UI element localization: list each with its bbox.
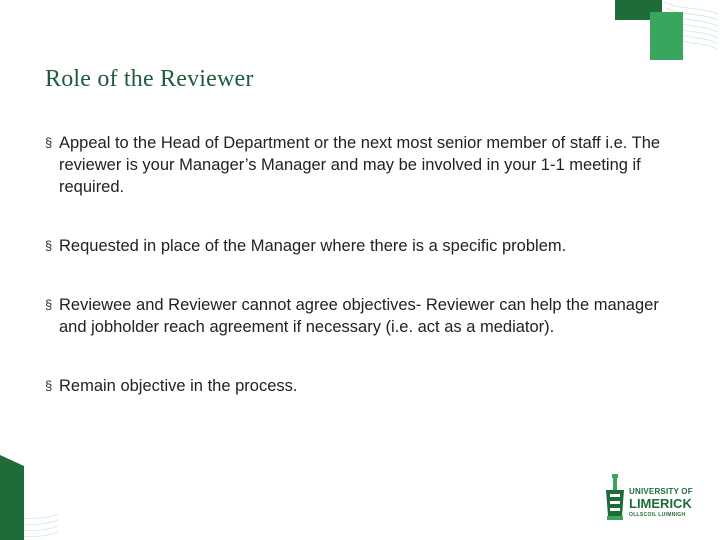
bullet-marker: § (45, 238, 53, 253)
bullet-item (45, 235, 665, 257)
bullet-item (45, 132, 665, 198)
logo-line-university: UNIVERSITY OF (629, 487, 693, 496)
dark-green-triangle (0, 455, 24, 540)
crest-icon (603, 472, 627, 522)
logo-line-limerick: LIMERICK (629, 496, 692, 511)
bullet-item (45, 375, 665, 397)
bullet-marker: § (45, 378, 53, 393)
logo-line-irish: OLLSCOIL LUIMNIGH (629, 512, 686, 518)
bullet-list (45, 132, 665, 397)
corner-decoration-top-right (600, 0, 720, 65)
university-logo (603, 472, 693, 522)
corner-decoration-bottom-left (0, 450, 60, 540)
light-green-square (650, 12, 683, 60)
bullet-text: Requested in place of the Manager where there is a specific problem. (59, 237, 567, 255)
bullet-marker: § (45, 297, 53, 312)
bullet-text: Appeal to the Head of Department or the next most senior member of staff i.e. The reviewer is your Manager’s Manager and may be involved in your 1-1 meeting if required. (59, 134, 661, 196)
bullet-marker: § (45, 135, 53, 150)
slide-title: Role of the Reviewer (45, 66, 254, 92)
bullet-text: Reviewee and Reviewer cannot agree objectives- Reviewer can help the manager and jobholder reach agreement if necessary (i.e. act as a mediator). (59, 296, 659, 336)
bullet-text: Remain objective in the process. (59, 377, 298, 395)
bullet-item (45, 294, 665, 338)
